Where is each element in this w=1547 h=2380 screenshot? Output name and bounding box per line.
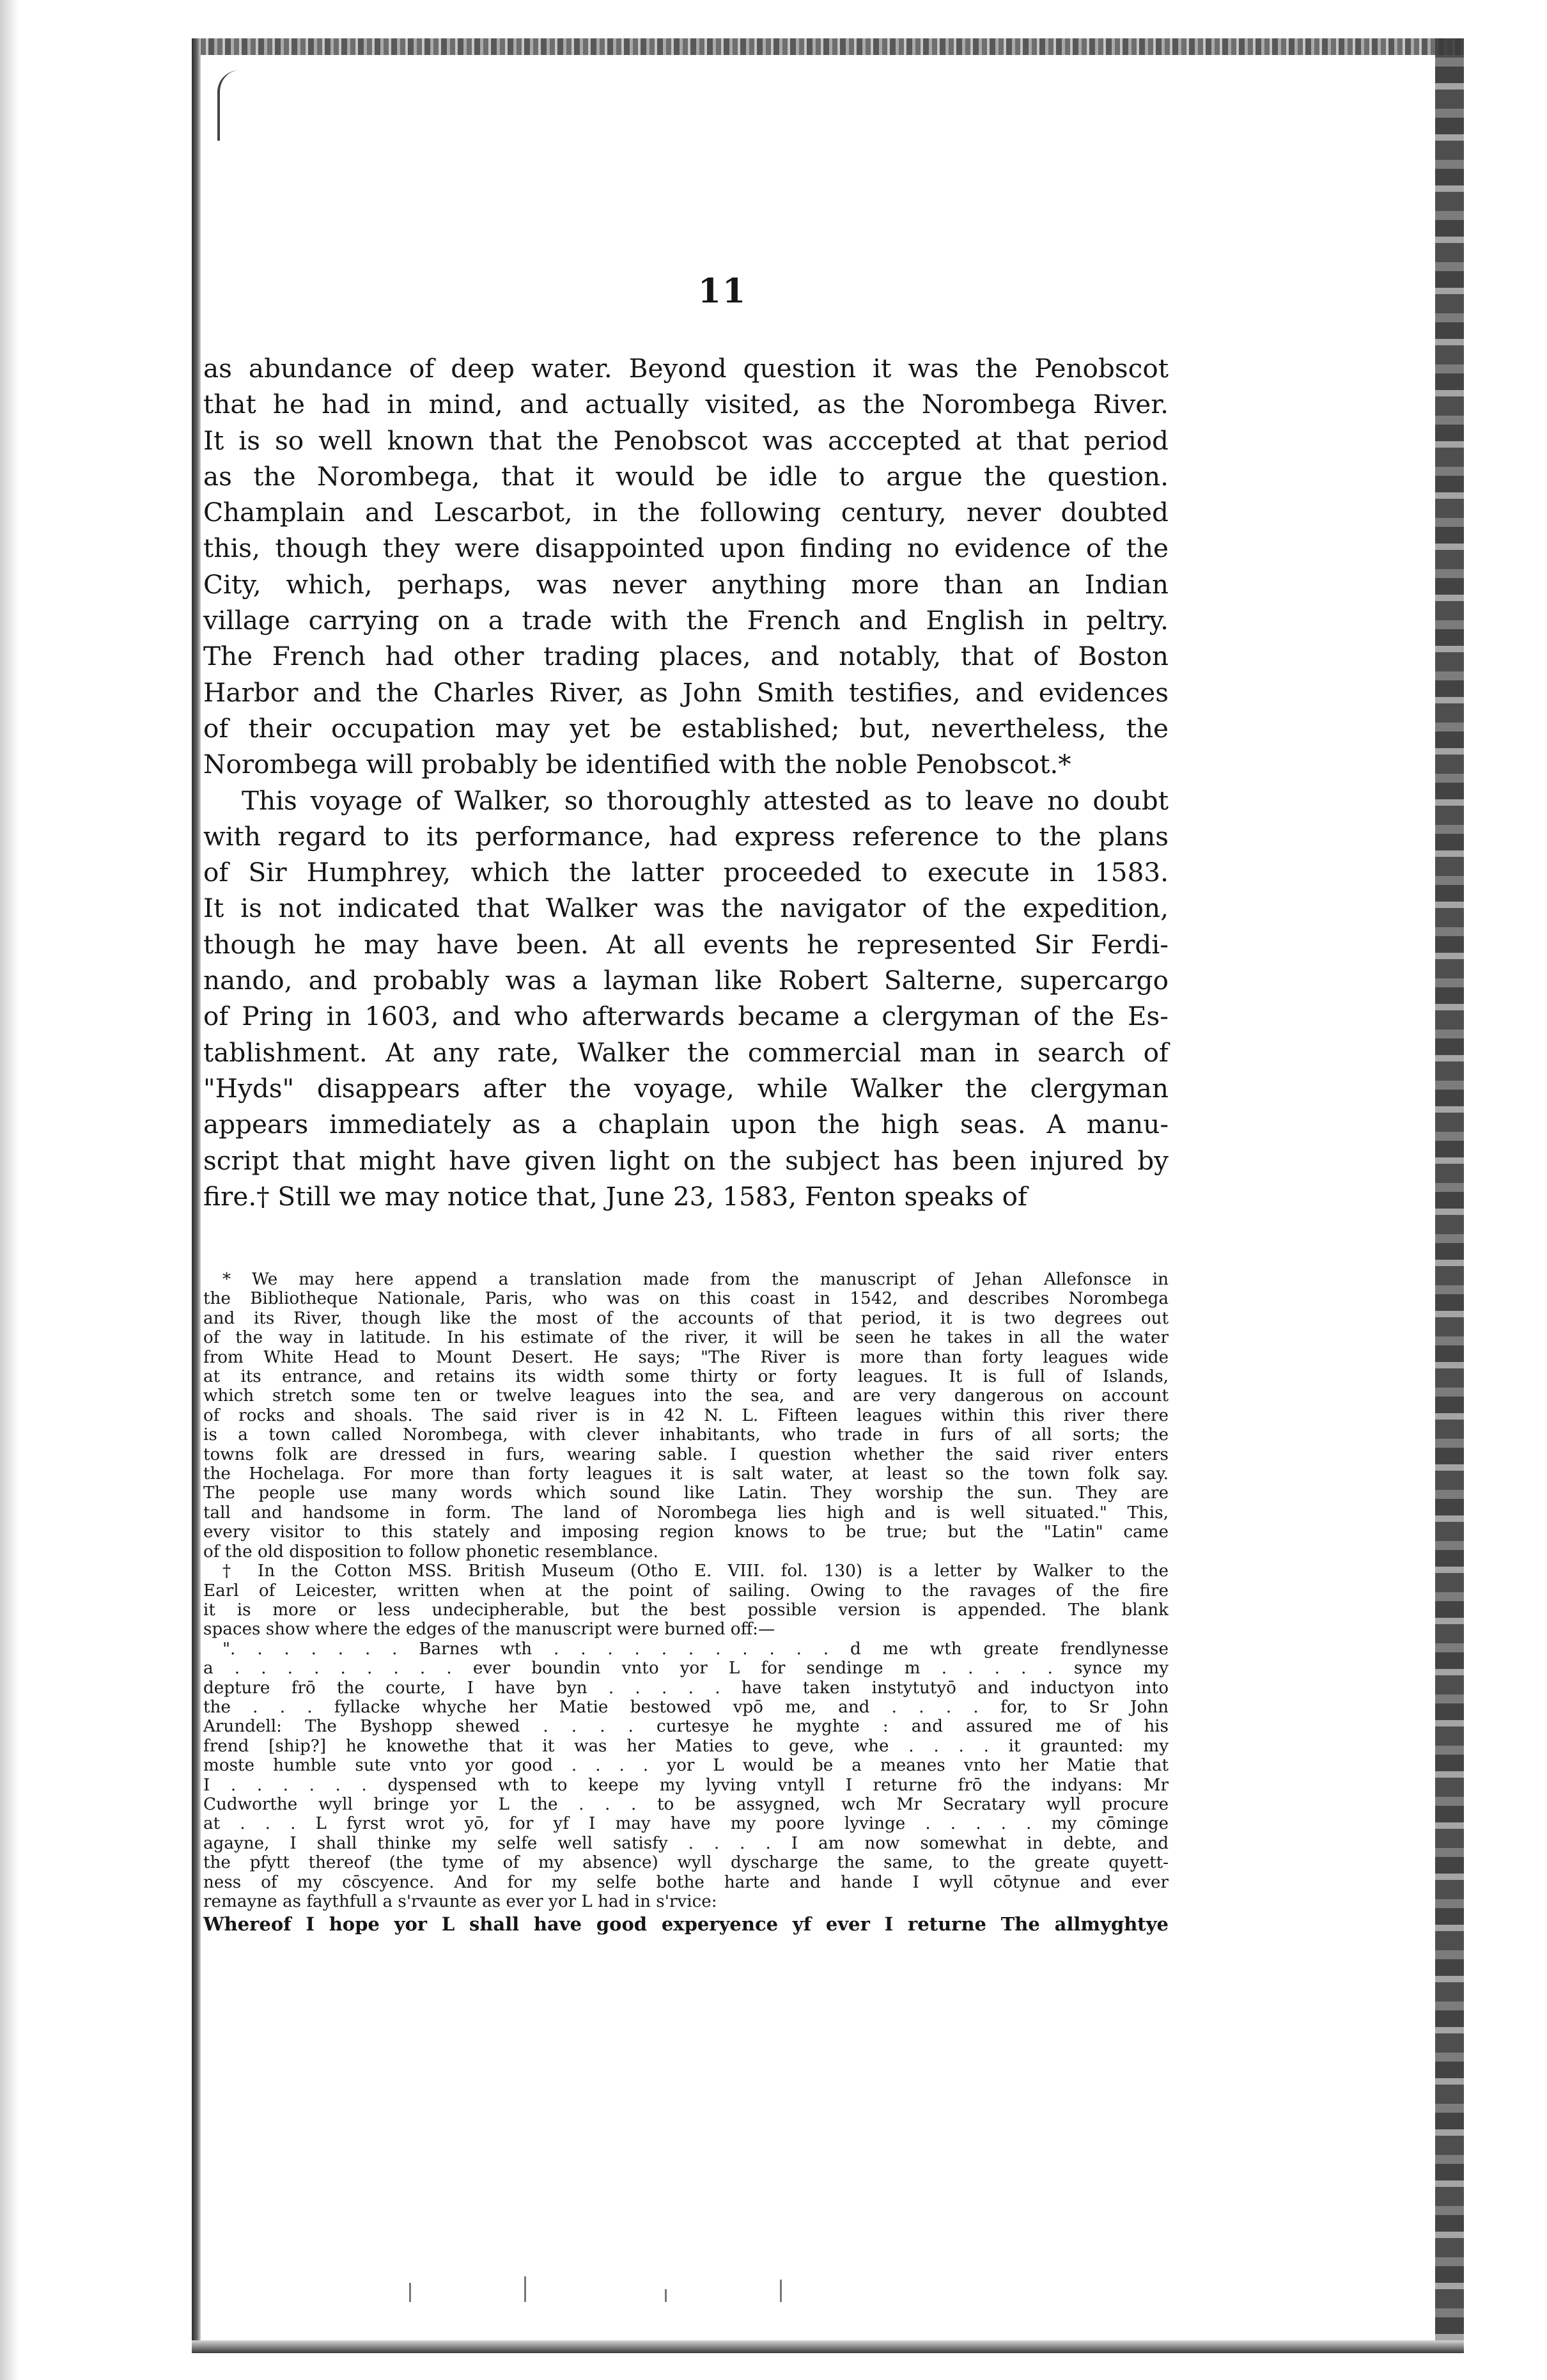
footnote-line: remayne as faythfull a s'rvaunte as ever yor L had in s'rvice: [203, 1892, 717, 1911]
corner-bracket-mark [217, 70, 239, 141]
body-text-line: of Sir Humphrey, which the latter proceeded to execute in 1583. [203, 857, 1169, 888]
main-text-block [203, 350, 1169, 1214]
body-text-line: City, which, perhaps, was never anything more than an Indian [203, 568, 1169, 600]
footnote-line: the . . . fyllacke whyche her Matie bestowed vpō me, and . . . . for, to Sr John [203, 1697, 1169, 1717]
footnote-line: ness of my cōscyence. And for my selfe bothe harte and hande I wyll cōtynue and ever [203, 1872, 1169, 1892]
page-number: 11 [697, 272, 747, 311]
footnote-line: spaces show where the edges of the manuscript were burned off:— [203, 1620, 775, 1640]
footnote-line: the Bibliotheque Nationale, Paris, who was on this coast in 1542, and describes Norombega [203, 1289, 1169, 1309]
body-text-line: script that might have given light on the subject has been injured by [203, 1145, 1169, 1176]
footnote-line: at its entrance, and retains its width some thirty or forty leagues. It is full of Islands, [203, 1367, 1169, 1387]
footnote-line: moste humble sute vnto yor good . . . . yor L would be a meanes vnto her Matie that [203, 1756, 1169, 1776]
footnote-line: agayne, I shall thinke my selfe well satisfy . . . . I am now somewhat in debte, and [203, 1833, 1169, 1853]
footnote-line: of the old disposition to follow phonetic resemblance. [203, 1542, 658, 1562]
footnote-line: ". . . . . . . Barnes wth . . . . . . . . . . . d me wth greate frendlynesse [222, 1639, 1169, 1659]
body-text-line: as abundance of deep water. Beyond question it was the Penobscot [203, 353, 1169, 384]
footnote-line: Cudworthe wyll bringe yor L the . . . to be assygned, wch Mr Secratary wyll procure [203, 1794, 1169, 1814]
footnote-line: every visitor to this stately and imposing region knows to be true; but the "Latin" came [203, 1523, 1169, 1542]
page-right-edge [1435, 38, 1464, 2353]
footnote-line: Earl of Leicester, written when at the point of sailing. Owing to the ravages of the fire [203, 1581, 1169, 1601]
footnote-line: The people use many words which sound like Latin. They worship the sun. They are [203, 1484, 1169, 1503]
page-top-edge [192, 38, 1464, 55]
footnote-line: † In the Cotton MSS. British Museum (Otho E. VIII. fol. 130) is a letter by Walker to the [222, 1562, 1169, 1581]
footnote-line: at . . . L fyrst wrot yō, for yf I may have my poore lyvinge . . . . . my cōminge [203, 1814, 1169, 1834]
footnote-line: and its River, though like the most of the accounts of that period, it is two degrees out [203, 1308, 1169, 1328]
body-text-line: as the Norombega, that it would be idle to argue the question. [203, 460, 1169, 492]
body-text-line: though he may have been. At all events he represented Sir Ferdi- [203, 928, 1169, 960]
footnote-line: it is more or less undecipherable, but the best possible version is appended. The blank [203, 1600, 1169, 1620]
footnote-line: towns folk are dressed in furs, wearing sable. I question whether the said river enters [203, 1444, 1169, 1464]
facing-page-edge [0, 0, 19, 2380]
body-text-line: this, though they were disappointed upon finding no evidence of the [203, 533, 1169, 564]
body-text-line: Norombega will probably be identified with the noble Penobscot.* [203, 749, 1071, 780]
body-text-line: It is so well known that the Penobscot was acccepted at that period [203, 425, 1169, 456]
footnote-line: Arundell: The Byshopp shewed . . . . curtesye he myghte : and assured me of his [203, 1717, 1169, 1737]
body-text-line: that he had in mind, and actually visited, as the Norombega River. [203, 389, 1169, 420]
body-text-line: Harbor and the Charles River, as John Smith testifies, and evidences [203, 677, 1169, 708]
footnote-line: which stretch some ten or twelve leagues into the sea, and are very dangerous on account [203, 1386, 1169, 1406]
footnote-line: from White Head to Mount Desert. He says; "The River is more than forty leagues wide [203, 1347, 1169, 1367]
footnote-line: the Hochelaga. For more than forty leagues it is salt water, at least so the town folk say. [203, 1464, 1169, 1484]
footnotes-block [203, 1270, 1169, 1937]
body-text-line: It is not indicated that Walker was the navigator of the expedition, [203, 893, 1169, 924]
body-text-line: This voyage of Walker, so thoroughly attested as to leave no doubt [242, 785, 1169, 816]
body-text-line: tablishment. At any rate, Walker the commercial man in search of [203, 1037, 1169, 1068]
footnote-line: * We may here append a translation made from the manuscript of Jehan Allefonsce in [222, 1270, 1169, 1289]
footnote-line: Whereof I hope yor L shall have good experyence yf ever I returne The allmyghtye [203, 1913, 1169, 1936]
page-bottom-edge [192, 2340, 1464, 2353]
bottom-smudge-marks [332, 2276, 972, 2328]
body-text-line: nando, and probably was a layman like Robert Salterne, supercargo [203, 965, 1169, 996]
body-text-line: of their occupation may yet be established; but, nevertheless, the [203, 712, 1169, 744]
body-text-line: "Hyds" disappears after the voyage, while Walker the clergyman [203, 1072, 1169, 1104]
body-text-line: appears immediately as a chaplain upon the high seas. A manu- [203, 1109, 1169, 1140]
footnote-line: tall and handsome in form. The land of Norombega lies high and is well situated." This, [203, 1503, 1169, 1523]
footnote-line: the pfytt thereof (the tyme of my absence) wyll dyscharge the same, to the greate quyett- [203, 1853, 1169, 1873]
body-text-line: village carrying on a trade with the French and English in peltry. [203, 605, 1169, 636]
footnote-line: a . . . . . . . . . ever boundin vnto yor L for sendinge m . . . . . synce my [203, 1659, 1169, 1679]
footnote-line: of rocks and shoals. The said river is in 42 N. L. Fifteen leagues within this river there [203, 1405, 1169, 1425]
footnote-line: frend [ship?] he knowethe that it was her Maties to geve, whe . . . . it graunted: my [203, 1736, 1169, 1756]
footnote-line: depture frō the courte, I have byn . . . . . have taken instytutyō and inductyon into [203, 1678, 1169, 1698]
footnote-line: of the way in latitude. In his estimate of the river, it will be seen he takes in all the water [203, 1328, 1169, 1348]
body-text-line: The French had other trading places, and notably, that of Boston [203, 641, 1169, 672]
body-text-line: of Pring in 1603, and who afterwards became a clergyman of the Es- [203, 1001, 1169, 1032]
body-text-line: Champlain and Lescarbot, in the following century, never doubted [203, 497, 1169, 528]
body-text-line: fire.† Still we may notice that, June 23, 1583, Fenton speaks of [203, 1180, 1027, 1212]
body-text-line: with regard to its performance, had express reference to the plans [203, 820, 1169, 852]
footnote-line: is a town called Norombega, with clever inhabitants, who trade in furs of all sorts; the [203, 1425, 1169, 1445]
footnote-line: I . . . . . . dyspensed wth to keepe my lyving vntyll I returne frō the indyans: Mr [203, 1775, 1169, 1795]
page-left-edge [192, 38, 201, 2353]
